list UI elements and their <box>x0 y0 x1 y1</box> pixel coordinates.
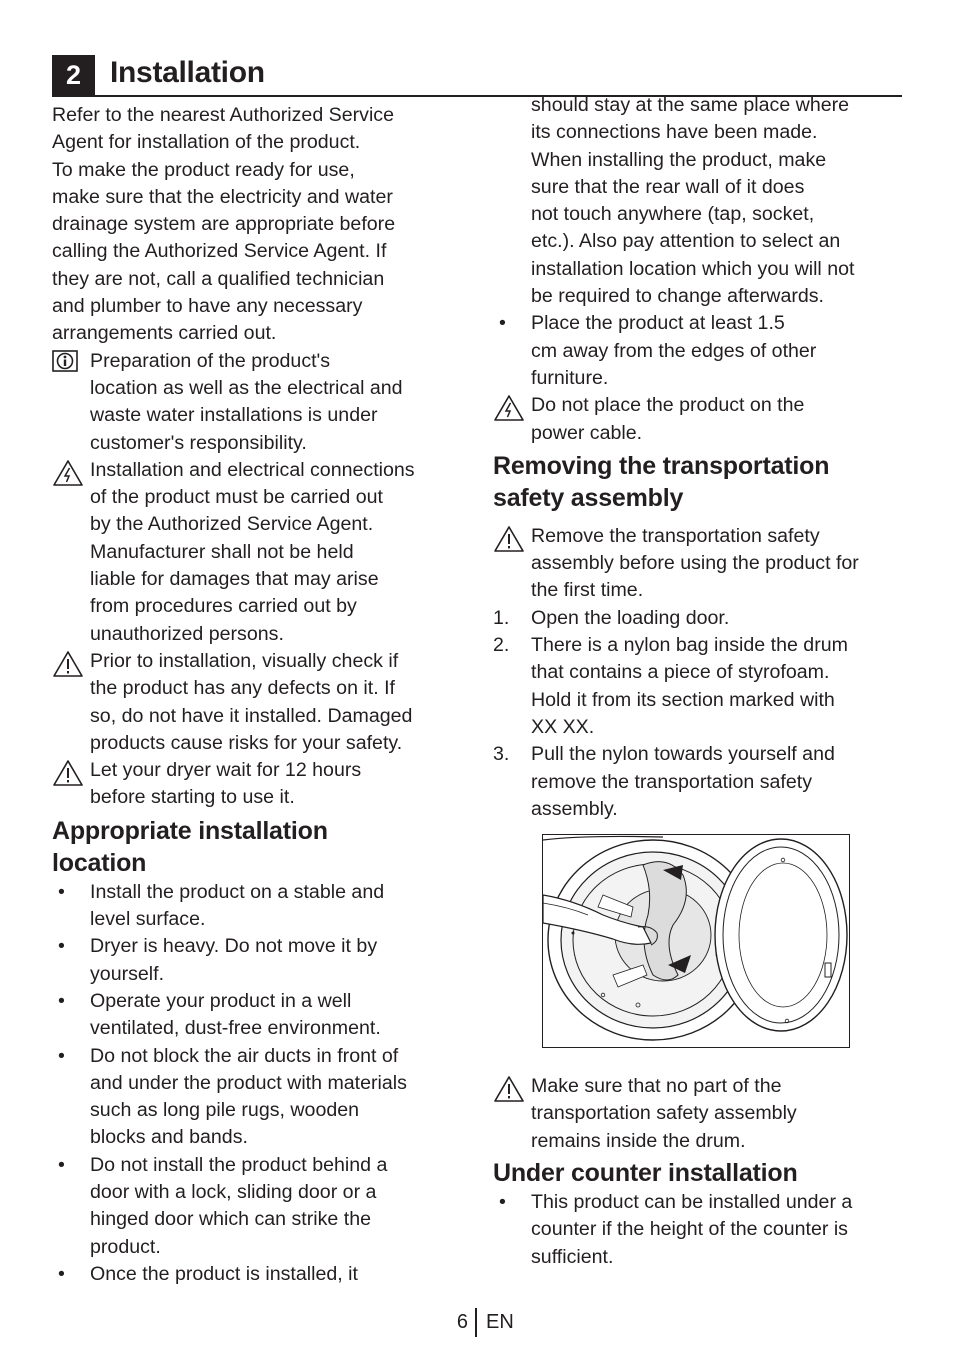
list-item: • Install the product on a stable and level surface. <box>52 879 462 934</box>
chapter-number: 2 <box>52 55 95 95</box>
bullet: • <box>58 1153 65 1176</box>
note-warning-wait: Let your dryer wait for 12 hours before starting to use it. <box>52 757 462 812</box>
list-item: • Place the product at least 1.5 cm away from the edges of other furniture. <box>493 310 911 392</box>
list-item: • Once the product is installed, it <box>52 1261 462 1288</box>
list-item: • Do not block the air ducts in front of and under the product with materials such as long pile rugs, wooden blocks and bands. <box>52 1043 462 1152</box>
electric-warning-icon <box>52 459 84 487</box>
step-item: 2. There is a nylon bag inside the drum that contains a piece of styrofoam. Hold it from its section marked with XX XX. <box>493 634 848 738</box>
continued-paragraph: should stay at the same place where its connections have been made. When installing the product, make sure that the rear wall of it does not touch anywhere (tap, socket, etc.). Also pay attention to select an installation location which you will not be required to change afterwards. <box>531 94 855 308</box>
language-code: EN <box>486 1311 514 1333</box>
warning-icon <box>493 1075 525 1103</box>
list-item: • This product can be installed under a counter if the height of the counter is sufficient. <box>493 1189 911 1271</box>
bullet: • <box>58 1262 65 1285</box>
note-warning-drum: Make sure that no part of the transportation safety assembly remains inside the drum. <box>493 1073 911 1155</box>
list-item: • Do not install the product behind a door with a lock, sliding door or a hinged door which can strike the product. <box>52 1152 462 1261</box>
section-heading-transport: Removing the transportation safety assembly <box>493 451 830 512</box>
intro-paragraph: Refer to the nearest Authorized Service Agent for installation of the product. To make the product ready for use, make sure that the electricity and water drainage system are appropriate before calling the Authorized Service Agent. If they are not, call a qualified technician and plumber to have any necessary arrangements carried out. <box>52 104 396 345</box>
right-column <box>493 92 911 1271</box>
note-warning-remove: Remove the transportation safety assembly before using the product for the first time. <box>493 523 911 605</box>
list-item: • Operate your product in a well ventilated, dust-free environment. <box>52 988 462 1043</box>
chapter-header <box>52 52 902 96</box>
footer-divider <box>475 1308 477 1337</box>
warning-icon <box>493 525 525 553</box>
bullet: • <box>58 880 65 903</box>
warning-icon <box>52 759 84 787</box>
bullet: • <box>58 935 65 958</box>
list-item: • Dryer is heavy. Do not move it by yourself. <box>52 933 462 988</box>
bullet: • <box>499 1191 506 1214</box>
note-electric: Installation and electrical connections of the product must be carried out by the Authorized Service Agent. Manufacturer shall not be held liable for damages that may arise from procedures carried out by unauthorized persons. <box>52 457 462 648</box>
page-footer <box>0 1308 954 1338</box>
illustration-drum <box>542 834 850 1048</box>
bullet: • <box>58 1044 65 1067</box>
electric-warning-icon <box>493 394 525 422</box>
bullet: • <box>58 989 65 1012</box>
section-heading-counter: Under counter installation <box>493 1159 798 1188</box>
step-item: 3. Pull the nylon towards yourself and remove the transportation safety assembly. <box>493 743 835 820</box>
dryer-drum-illustration <box>543 835 848 1046</box>
page-number: 6 <box>456 1311 468 1333</box>
note-electric-cable: Do not place the product on the power cable. <box>493 392 911 447</box>
note-info: Preparation of the product's location as well as the electrical and waste water installations is under customer's responsibility. <box>52 348 462 457</box>
bullet: • <box>499 312 506 335</box>
chapter-title: Installation <box>110 56 265 89</box>
warning-icon <box>52 650 84 678</box>
info-icon <box>52 350 78 372</box>
left-column <box>52 102 462 1288</box>
section-heading-location: Appropriate installation location <box>52 816 328 877</box>
step-item: 1. Open the loading door. <box>493 606 730 629</box>
note-warning-defects: Prior to installation, visually check if the product has any defects on it. If so, do not have it installed. Damaged products cause risks for your safety. <box>52 648 462 757</box>
